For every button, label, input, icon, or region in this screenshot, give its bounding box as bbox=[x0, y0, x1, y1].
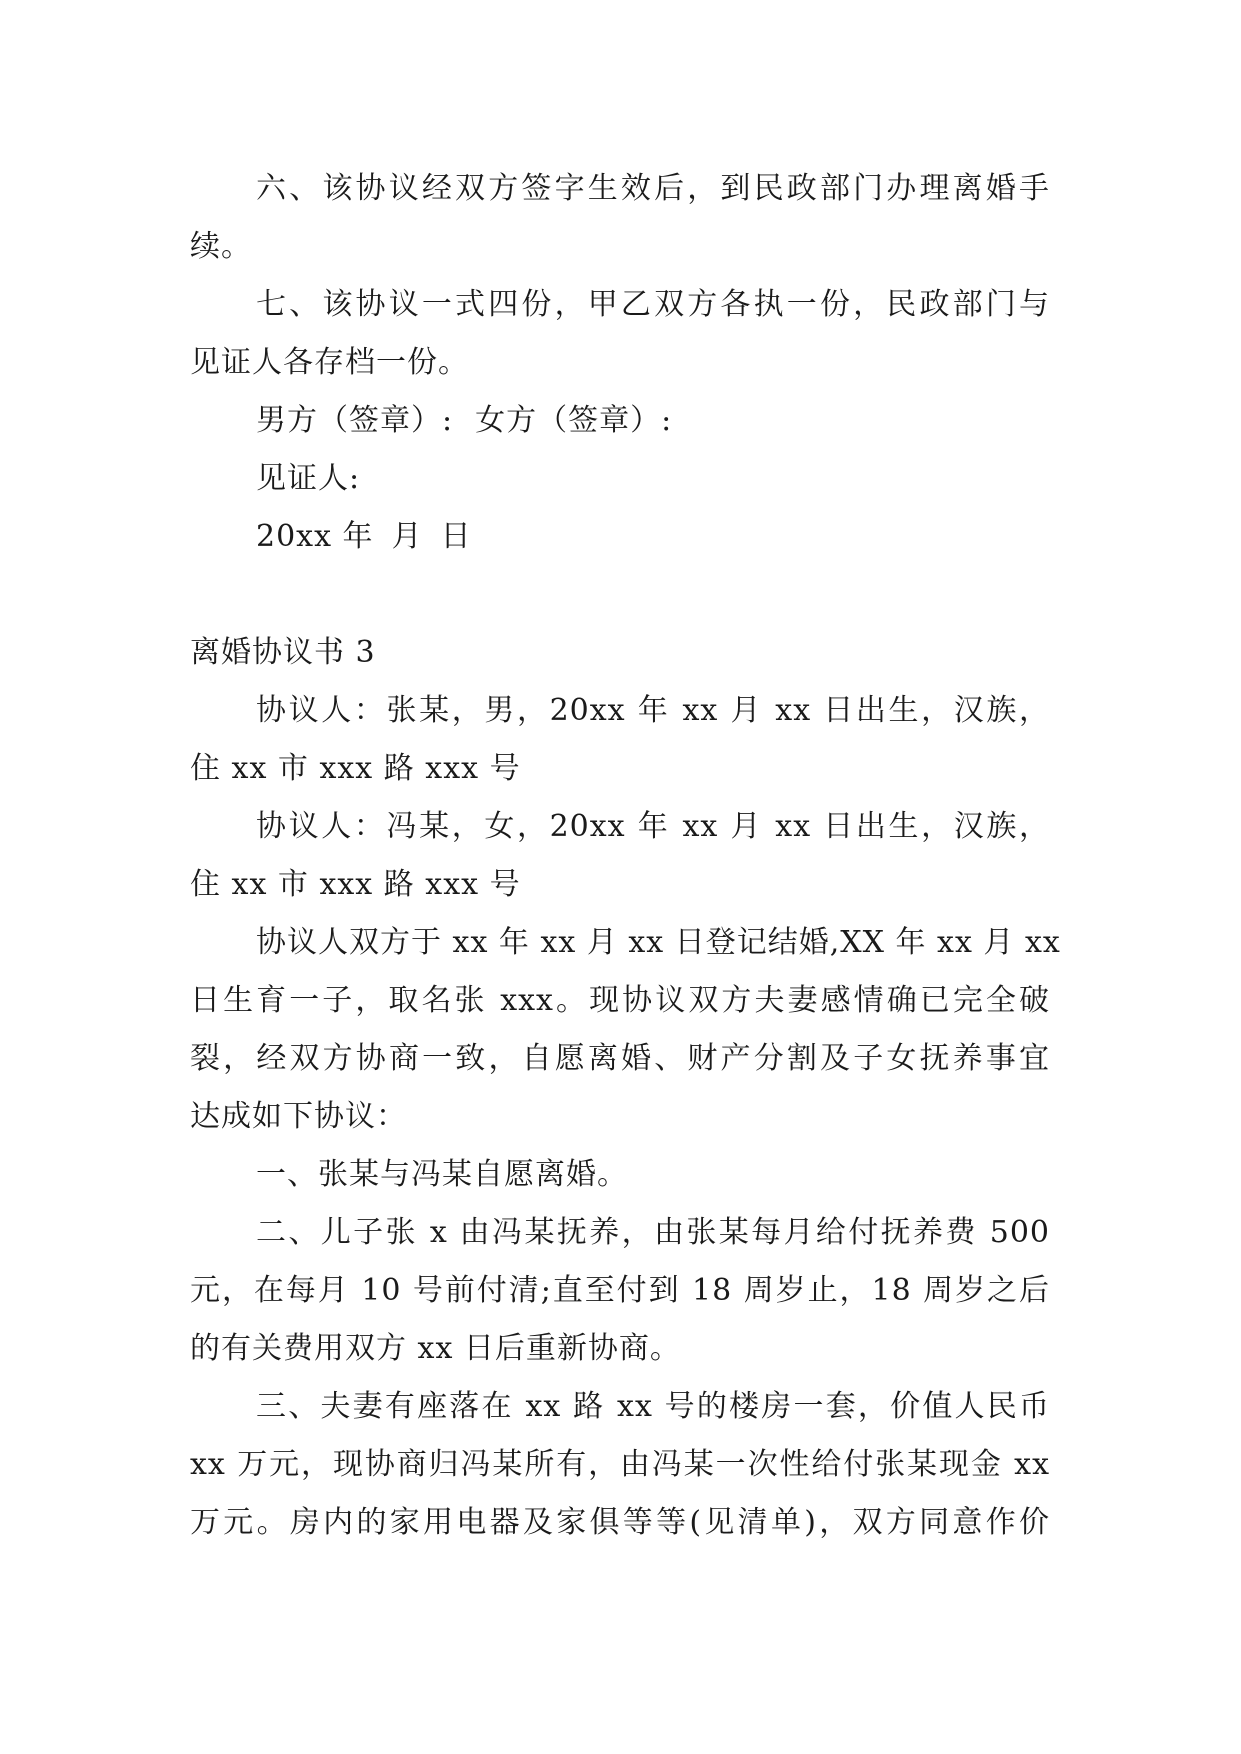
text-line: 协议人：张某，男，20xx 年 xx 月 xx 日出生，汉族， bbox=[256, 693, 1050, 728]
text-line: 协议人双方于 xx 年 xx 月 xx 日登记结婚,XX 年 xx 月 xx bbox=[256, 925, 1061, 960]
text-line: 住 xx 市 xxx 路 xxx 号 bbox=[190, 867, 521, 902]
female-signature-label: 女方（签章）: bbox=[475, 403, 673, 438]
agreement-body bbox=[190, 682, 1061, 1552]
text-line: 一、张某与冯某自愿离婚。 bbox=[256, 1157, 628, 1192]
text-line: 二、儿子张 x 由冯某抚养，由张某每月给付抚养费 500 bbox=[256, 1215, 1050, 1250]
section-title-text: 离婚协议书 3 bbox=[190, 635, 376, 670]
text-line: 三、夫妻有座落在 xx 路 xx 号的楼房一套，价值人民币 bbox=[256, 1389, 1050, 1424]
text-line: 裂，经双方协商一致，自愿离婚、财产分割及子女抚养事宜 bbox=[190, 1041, 1050, 1076]
document-page bbox=[190, 160, 1061, 1552]
male-signature-label: 男方（签章）: bbox=[256, 403, 454, 438]
text-line: 住 xx 市 xxx 路 xxx 号 bbox=[190, 751, 521, 786]
text-line: 的有关费用双方 xx 日后重新协商。 bbox=[190, 1331, 681, 1366]
witness-label: 见证人: bbox=[256, 461, 361, 496]
text-line: 万元。房内的家用电器及家俱等等(见清单)，双方同意作价 bbox=[190, 1505, 1050, 1540]
section-title bbox=[190, 624, 1050, 682]
date-month: 月 bbox=[391, 519, 423, 554]
text-line: 元，在每月 10 号前付清;直至付到 18 周岁止，18 周岁之后 bbox=[190, 1273, 1050, 1308]
date-day: 日 bbox=[440, 519, 472, 554]
signature-line bbox=[190, 392, 1050, 450]
text-line: xx 万元，现协商归冯某所有，由冯某一次性给付张某现金 xx bbox=[190, 1447, 1050, 1482]
text-line: 六、该协议经双方签字生效后，到民政部门办理离婚手 bbox=[256, 171, 1050, 206]
text-line: 日生育一子，取名张 xxx。现协议双方夫妻感情确已完全破 bbox=[190, 983, 1050, 1018]
clauses-six-seven bbox=[190, 160, 1050, 392]
text-line: 达成如下协议： bbox=[190, 1099, 407, 1134]
date-line bbox=[190, 508, 1050, 566]
section-gap bbox=[190, 566, 1050, 624]
text-line: 协议人：冯某，女，20xx 年 xx 月 xx 日出生，汉族， bbox=[256, 809, 1050, 844]
date-year: 20xx 年 bbox=[256, 519, 374, 554]
text-line: 见证人各存档一份。 bbox=[190, 345, 469, 380]
text-line: 七、该协议一式四份，甲乙双方各执一份，民政部门与 bbox=[256, 287, 1050, 322]
witness-line bbox=[190, 450, 1050, 508]
text-line: 续。 bbox=[190, 229, 252, 264]
